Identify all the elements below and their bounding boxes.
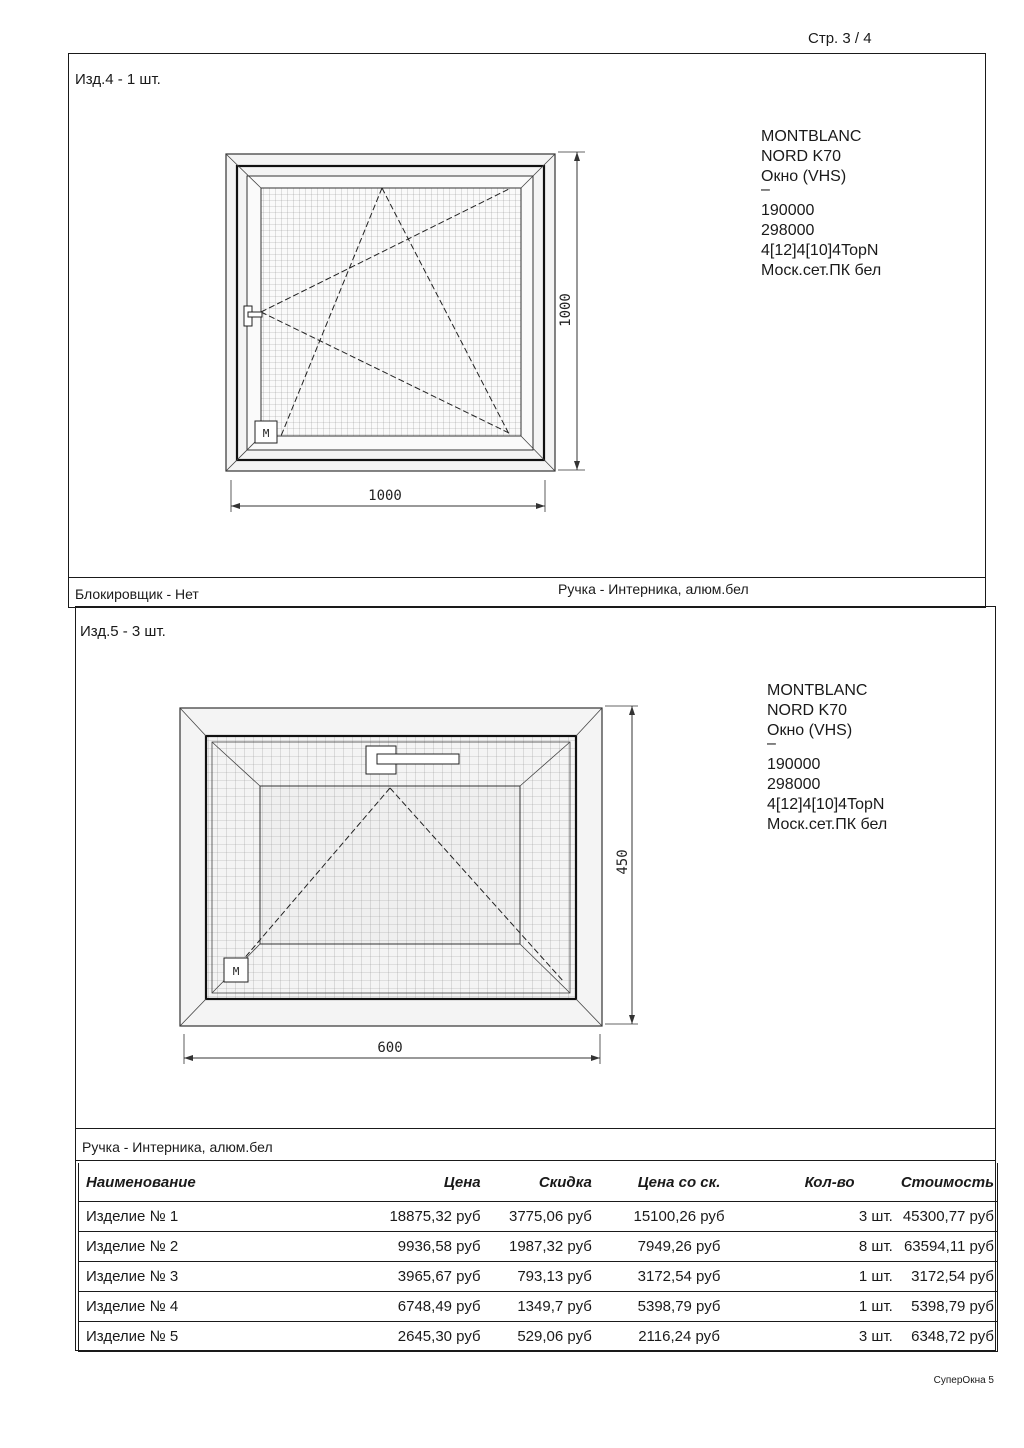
spec-line: NORD K70 bbox=[761, 148, 842, 165]
item5-spec bbox=[767, 681, 887, 835]
spec-line: 298000 bbox=[761, 222, 815, 239]
spec-line: MONTBLANC bbox=[761, 128, 862, 145]
col-header-quantity: Кол-во bbox=[762, 1163, 897, 1202]
cell-price-discounted: 2116,24 руб bbox=[596, 1322, 762, 1352]
item5-height-label: 450 bbox=[615, 849, 631, 875]
cell-price-discounted: 5398,79 руб bbox=[596, 1292, 762, 1322]
spec-line: Окно (VHS) bbox=[767, 722, 853, 739]
spec-line: 4[12]4[10]4TopN bbox=[767, 796, 885, 813]
cell-price-discounted: 3172,54 руб bbox=[596, 1262, 762, 1292]
cell-name: Изделие № 2 bbox=[78, 1232, 338, 1262]
item4-title: Изд.4 - 1 шт. bbox=[75, 71, 161, 88]
item5-handle-label: Ручка - Интерника, алюм.бел bbox=[82, 1139, 273, 1155]
cell-discount: 529,06 руб bbox=[485, 1322, 596, 1352]
cell-name: Изделие № 4 bbox=[78, 1292, 338, 1322]
spec-line: 190000 bbox=[767, 756, 821, 773]
item4-fitting-label: M bbox=[262, 427, 270, 440]
cell-quantity: 3 шт. bbox=[762, 1202, 897, 1232]
cell-discount: 3775,06 руб bbox=[485, 1202, 596, 1232]
cell-discount: 1987,32 руб bbox=[485, 1232, 596, 1262]
spec-line: – bbox=[767, 735, 776, 752]
col-header-name: Наименование bbox=[78, 1163, 338, 1202]
table-left-border bbox=[78, 1163, 79, 1351]
cell-cost: 6348,72 руб bbox=[897, 1322, 998, 1352]
item5-title: Изд.5 - 3 шт. bbox=[80, 623, 166, 640]
item4-window-drawing bbox=[215, 140, 595, 520]
cell-quantity: 8 шт. bbox=[762, 1232, 897, 1262]
cell-name: Изделие № 1 bbox=[78, 1202, 338, 1232]
cell-price: 9936,58 руб bbox=[338, 1232, 485, 1262]
cell-quantity: 3 шт. bbox=[762, 1322, 897, 1352]
cell-cost: 3172,54 руб bbox=[897, 1262, 998, 1292]
item4-spec bbox=[761, 127, 881, 281]
spec-line: Моск.сет.ПК бел bbox=[761, 262, 882, 279]
item4-footer-divider bbox=[68, 577, 986, 578]
cell-price: 18875,32 руб bbox=[338, 1202, 485, 1232]
cell-price: 6748,49 руб bbox=[338, 1292, 485, 1322]
price-table bbox=[78, 1163, 998, 1352]
cell-cost: 63594,11 руб bbox=[897, 1232, 998, 1262]
col-header-discount: Скидка bbox=[485, 1163, 596, 1202]
col-header-cost: Стоимость bbox=[897, 1163, 998, 1202]
spec-line: – bbox=[761, 181, 770, 198]
item5-width-label: 600 bbox=[377, 1040, 403, 1056]
cell-name: Изделие № 3 bbox=[78, 1262, 338, 1292]
item4-blocker-label: Блокировщик - Нет bbox=[75, 586, 199, 602]
table-right-border bbox=[997, 1163, 998, 1351]
table-row bbox=[78, 1232, 998, 1262]
item5-footer-divider bbox=[75, 1128, 996, 1129]
spec-line: 298000 bbox=[767, 776, 821, 793]
page-number: Стр. 3 / 4 bbox=[808, 30, 872, 47]
item5-window-drawing bbox=[172, 692, 642, 1072]
table-row bbox=[78, 1202, 998, 1232]
cell-quantity: 1 шт. bbox=[762, 1262, 897, 1292]
cell-price-discounted: 15100,26 руб bbox=[596, 1202, 762, 1232]
item5-fitting-label: M bbox=[232, 965, 240, 978]
cell-quantity: 1 шт. bbox=[762, 1292, 897, 1322]
table-top-divider bbox=[75, 1160, 996, 1161]
cell-price: 3965,67 руб bbox=[338, 1262, 485, 1292]
col-header-price-discounted: Цена со ск. bbox=[596, 1163, 762, 1202]
table-row bbox=[78, 1262, 998, 1292]
item4-handle-label: Ручка - Интерника, алюм.бел bbox=[558, 581, 749, 597]
cell-name: Изделие № 5 bbox=[78, 1322, 338, 1352]
spec-line: 4[12]4[10]4TopN bbox=[761, 242, 879, 259]
spec-line: MONTBLANC bbox=[767, 682, 868, 699]
spec-line: 190000 bbox=[761, 202, 815, 219]
cell-discount: 1349,7 руб bbox=[485, 1292, 596, 1322]
spec-line: Моск.сет.ПК бел bbox=[767, 816, 888, 833]
cell-discount: 793,13 руб bbox=[485, 1262, 596, 1292]
col-header-price: Цена bbox=[338, 1163, 485, 1202]
table-row bbox=[78, 1322, 998, 1352]
cell-price-discounted: 7949,26 руб bbox=[596, 1232, 762, 1262]
item4-width-label: 1000 bbox=[368, 488, 402, 504]
item4-height-label: 1000 bbox=[558, 293, 574, 327]
spec-line: Окно (VHS) bbox=[761, 168, 847, 185]
spec-line: NORD K70 bbox=[767, 702, 848, 719]
table-header-row bbox=[78, 1163, 998, 1202]
cell-price: 2645,30 руб bbox=[338, 1322, 485, 1352]
table-row bbox=[78, 1292, 998, 1322]
cell-cost: 45300,77 руб bbox=[897, 1202, 998, 1232]
cell-cost: 5398,79 руб bbox=[897, 1292, 998, 1322]
footer-brand: СуперОкна 5 bbox=[933, 1375, 994, 1386]
